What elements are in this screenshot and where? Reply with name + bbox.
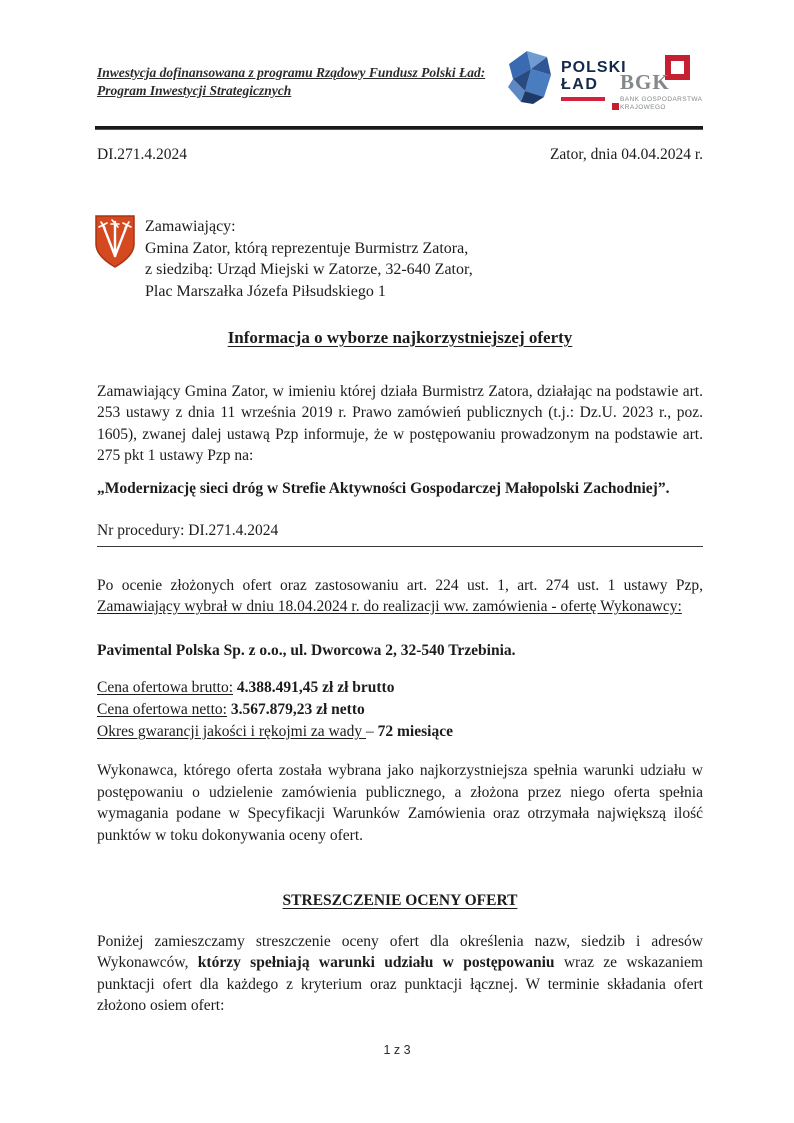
- bgk-abbr: BGK: [620, 70, 670, 94]
- bgk-subtitle-line1: BANK GOSPODARSTWA: [620, 96, 703, 103]
- intro-paragraph: Zamawiający Gmina Zator, w imieniu której działa Burmistrz Zatora, działając na podstawie art. 253 ustawy z dnia 11 września 2019 r. Prawo zamówień publicznych (t.j.: Dz.U. 2023 r., poz. 1605), zwanej dalej ustawą Pzp informuje, że w postępowaniu prowadzonym na podstawie art. 275 pkt 1 ustawy Pzp na:: [97, 382, 703, 464]
- summary-part2: wraz ze wskazaniem punktacji ofert dla każdego z kryterium oraz punktacji łącznej. W terminie składania ofert złożono osiem ofert:: [97, 954, 703, 1014]
- header-divider: [95, 126, 703, 130]
- buyer-label: Zamawiający:: [145, 218, 236, 235]
- offer-net-value: 3.567.879,23 zł netto: [226, 701, 365, 718]
- selection-text-normal: Po ocenie złożonych ofert oraz zastosowaniu art. 224 ust. 1, art. 274 ust. 1 ustawy Pzp,: [97, 576, 703, 594]
- place-and-date: Zator, dnia 04.04.2024 r.: [549, 146, 703, 163]
- offer-gross-value: 4.388.491,45 zł zł brutto: [233, 679, 395, 696]
- summary-heading: STRESZCZENIE OCENY OFERT: [282, 892, 518, 909]
- buyer-line2: z siedzibą: Urząd Miejski w Zatorze, 32-640 Zator,: [145, 261, 473, 278]
- polski-lad-red-bar: [561, 97, 605, 101]
- case-number: DI.271.4.2024: [97, 146, 187, 163]
- funding-note-line1: Inwestycja dofinansowana z programu Rządowy Fundusz Polski Ład:: [97, 65, 486, 80]
- selection-paragraph: [97, 575, 703, 618]
- offer-warranty-line: [97, 721, 703, 743]
- polski-lad-word1: POLSKI: [561, 58, 627, 76]
- offer-warranty-value: 72 miesiące: [377, 723, 453, 740]
- document-body: [97, 327, 703, 1017]
- funding-note: [97, 64, 487, 100]
- winner-name: Pavimental Polska Sp. z o.o., ul. Dworcowa 2, 32-540 Trzebinia.: [97, 641, 516, 659]
- procedure-number-line: Nr procedury: DI.271.4.2024: [97, 520, 703, 547]
- polski-lad-logo: [503, 48, 627, 111]
- buyer-block: [145, 216, 473, 302]
- buyer-line1: Gmina Zator, którą reprezentuje Burmistrz Zatora,: [145, 239, 469, 257]
- offer-gross-line: [97, 677, 703, 699]
- buyer-line3: Plac Marszałka Józefa Piłsudskiego 1: [145, 282, 386, 300]
- poland-map-icon: [503, 48, 553, 111]
- zator-coat-of-arms-icon: [94, 214, 136, 270]
- offer-net-line: [97, 699, 703, 721]
- summary-paragraph: [97, 931, 703, 1017]
- bgk-red-dot-icon: [612, 103, 619, 110]
- bgk-logo: [612, 55, 703, 113]
- reference-row: [97, 146, 703, 164]
- page-title: Informacja o wyborze najkorzystniejszej oferty: [227, 328, 573, 347]
- page-number: 1 z 3: [383, 1043, 411, 1057]
- bgk-subtitle: [620, 96, 702, 111]
- offer-warranty-dash: –: [366, 723, 378, 740]
- bgk-subtitle-line2: KRAJOWEGO: [620, 103, 666, 111]
- offer-gross-label: Cena ofertowa brutto:: [97, 679, 234, 696]
- offer-details: [97, 677, 703, 743]
- summary-bold: którzy spełniają warunki udziału w postępowaniu: [197, 954, 555, 971]
- summary-part1: Poniżej zamieszczamy streszczenie oceny ofert dla określenia nazw, siedzib i adresów Wykonawców,: [97, 932, 703, 971]
- offer-net-label: Cena ofertowa netto:: [97, 701, 227, 718]
- compliance-paragraph: Wykonawca, którego oferta została wybrana jako najkorzystniejsza spełnia warunki udziału w postępowaniu o udzielenie zamówienia publicznego, a złożona przez niego oferta spełnia wymagania podane w Specyfikacji Warunków Zamówienia oraz otrzymała największą ilość punktów w toku dokonywania oceny ofert.: [97, 762, 703, 844]
- selection-text-underlined: Zamawiający wybrał w dniu 18.04.2024 r. do realizacji ww. zamówienia - ofertę Wykonawcy:: [97, 598, 682, 615]
- project-name: „Modernizację sieci dróg w Strefie Aktywności Gospodarczej Małopolski Zachodniej”.: [97, 479, 670, 497]
- polski-lad-word2: ŁAD: [561, 75, 599, 93]
- offer-warranty-label: Okres gwarancji jakości i rękojmi za wady: [97, 723, 367, 740]
- funding-note-line2: Program Inwestycji Strategicznych: [97, 83, 292, 98]
